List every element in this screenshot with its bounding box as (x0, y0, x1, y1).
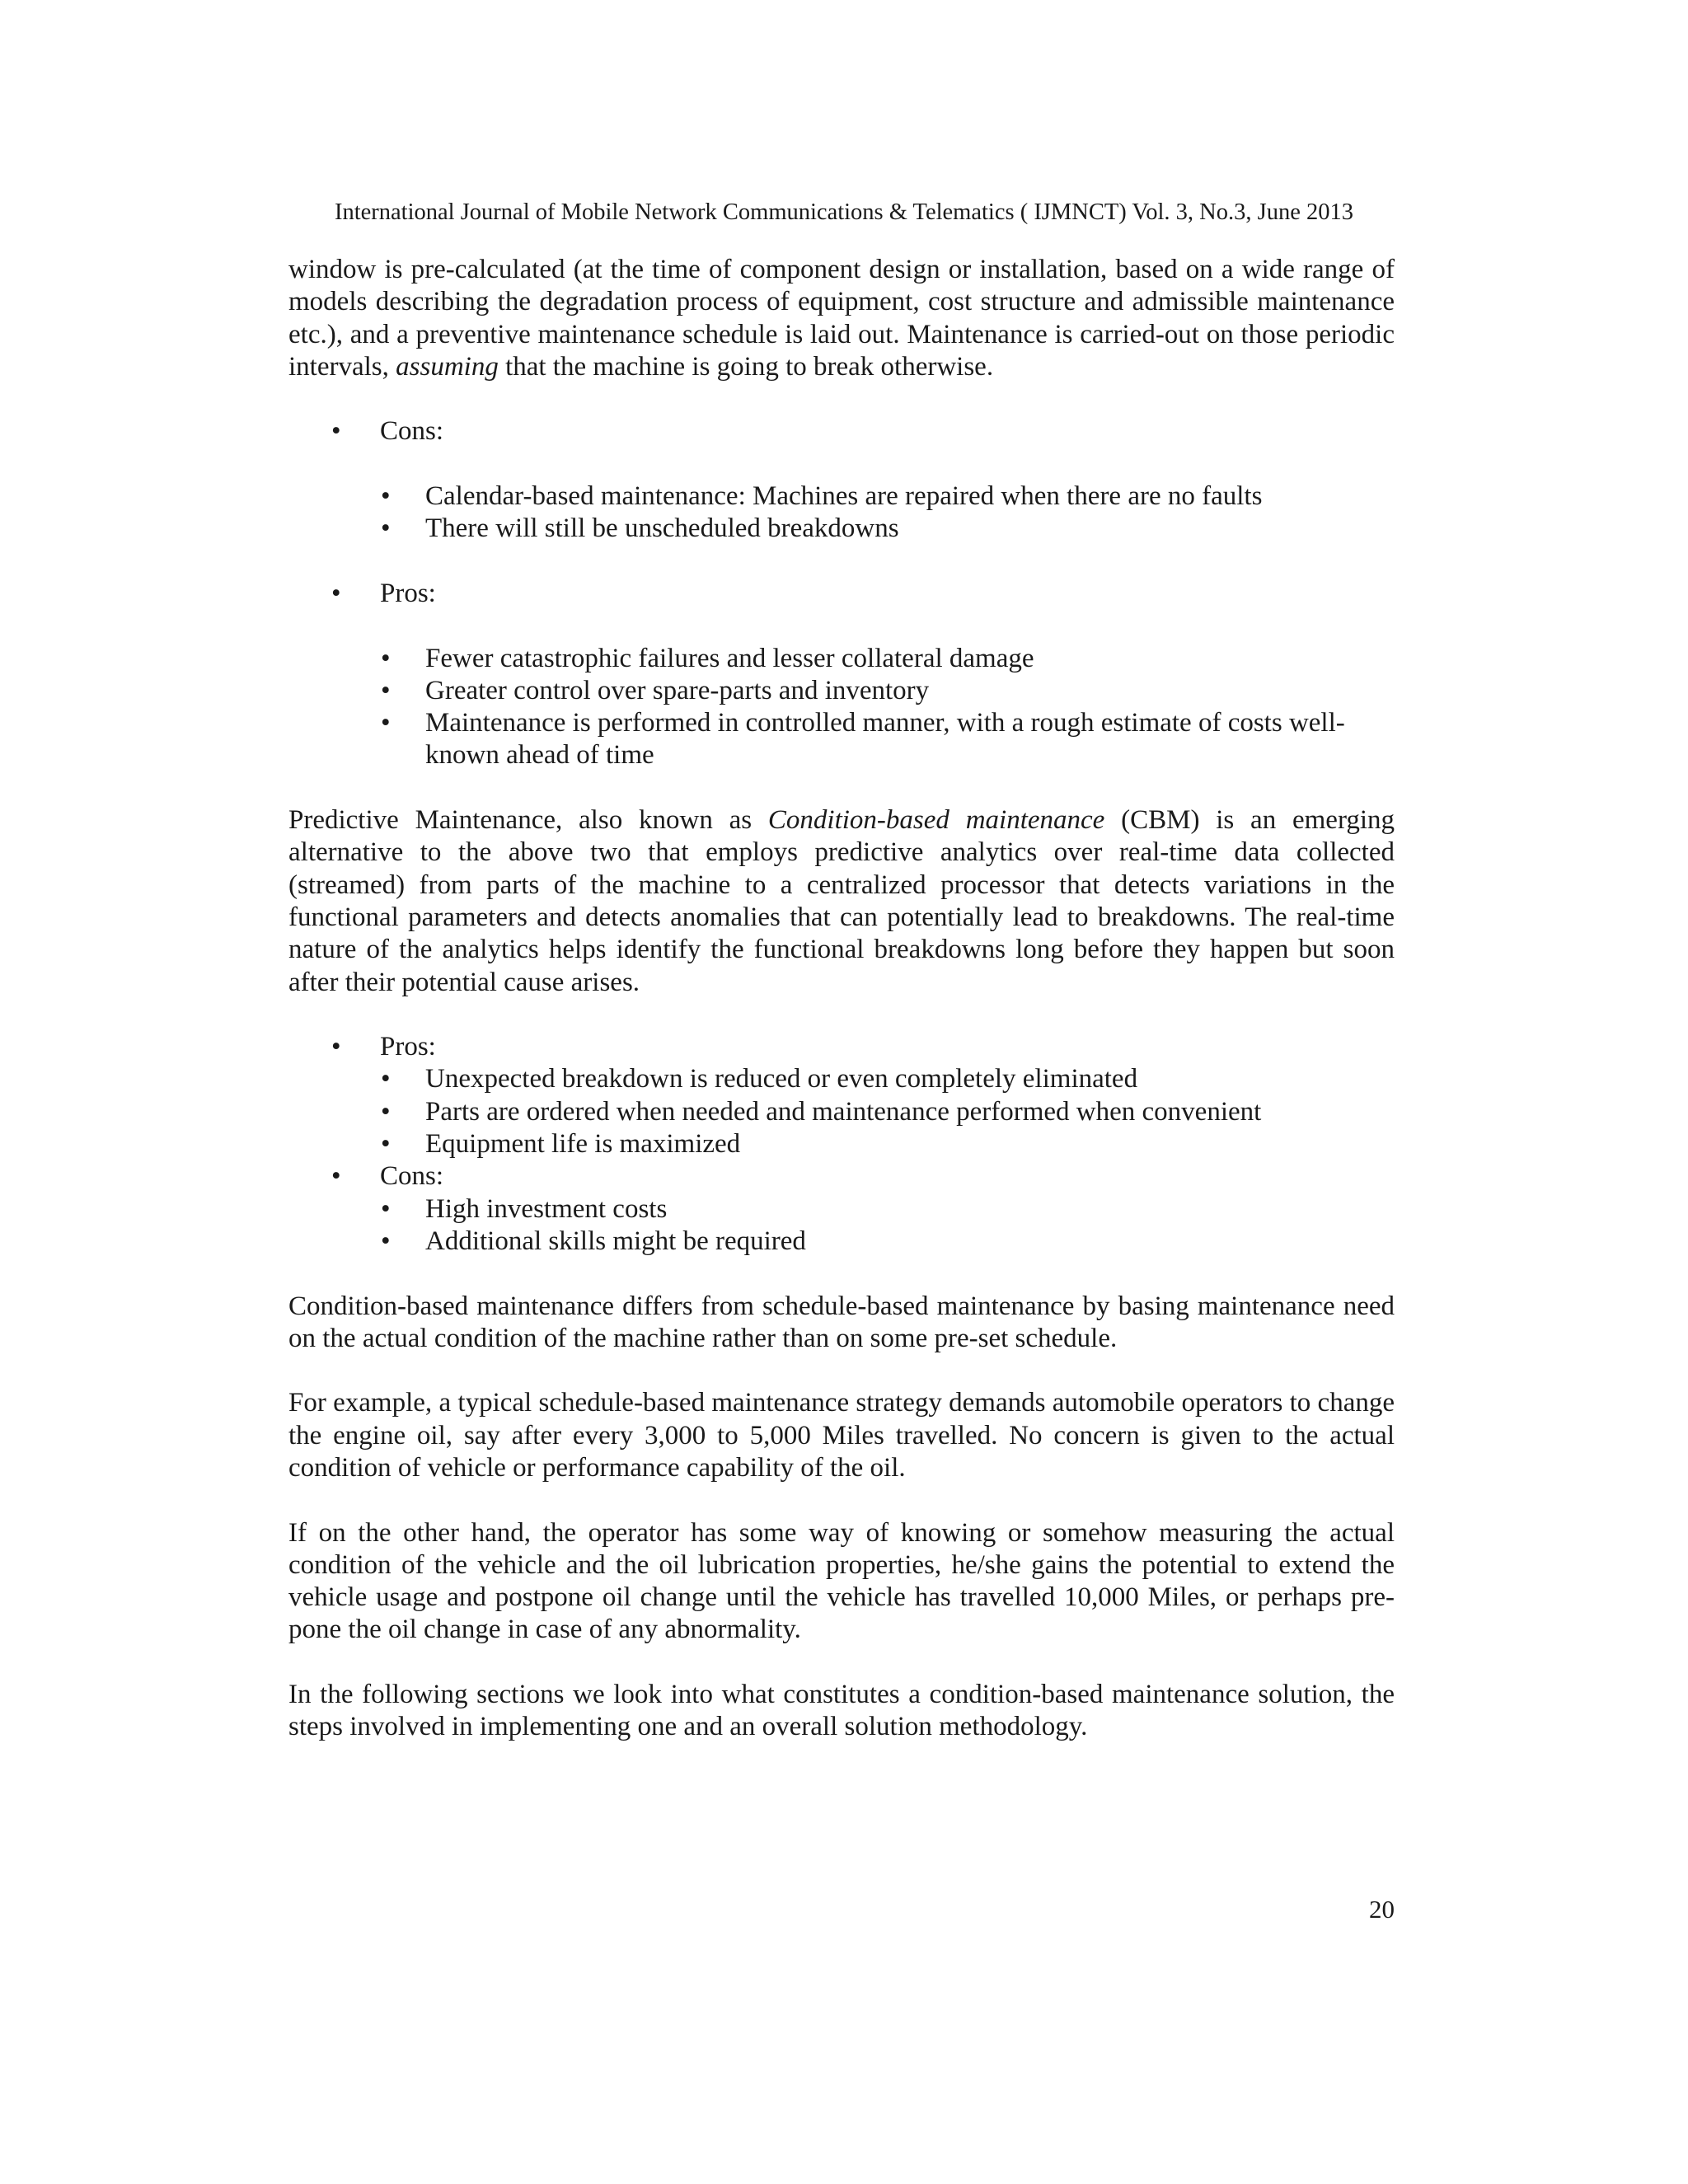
page-number: 20 (1369, 1895, 1395, 1924)
emphasis-text: Condition-based maintenance (767, 805, 1105, 836)
bullet: • (381, 643, 391, 673)
list-item: • Equipment life is maximized (288, 1128, 1395, 1160)
bullet: • (331, 1161, 341, 1192)
list-item-cons-label: • Cons: (288, 415, 1395, 448)
preventive-cons-list (288, 415, 1395, 448)
paragraph-preventive-maintenance (288, 254, 1395, 383)
list-item: • High investment costs (288, 1193, 1395, 1226)
bullet: • (381, 481, 391, 512)
bullet: • (381, 1064, 391, 1094)
paragraph-text: that the machine is going to break otherwise. (498, 351, 994, 382)
paragraph-text: (CBM) is an emerging alternative to the above two that employs predictive analytics over real-time data collected (streamed) from parts of the machine to a centralized processor that detects variations in the functional parameters and detects anomalies that can potentially lead to breakdowns. The real-time nature of the analytics helps identify the functional breakdowns long before they happen but soon after their potential cause arises. (288, 805, 1395, 997)
list-item-cons-label: • Cons: (288, 1160, 1395, 1193)
list-item: • Additional skills might be required (288, 1226, 1395, 1258)
list-item: • Parts are ordered when needed and maintenance performed when convenient (288, 1096, 1395, 1128)
list-item: • Greater control over spare-parts and inventory (288, 675, 1395, 707)
predictive-cons-items (288, 1193, 1395, 1258)
paragraph-text: window is pre-calculated (at the time of component design or installation, based on a wide range of models describing the degradation process of equipment, cost structure and admissible maintenance etc.), and a preventive maintenance schedule is laid out. Maintenance is carried-out on those periodic intervals, (288, 255, 1395, 382)
bullet: • (381, 675, 391, 705)
predictive-pros-items (288, 1063, 1395, 1160)
bullet: • (381, 708, 391, 738)
paragraph-condition-vs-schedule: Condition-based maintenance differs from schedule-based maintenance by basing maintenance need on the actual condition of the machine rather than on some pre-set schedule. (288, 1291, 1395, 1353)
predictive-cons-list (288, 1160, 1395, 1193)
bullet: • (381, 513, 391, 544)
paragraph-text: Predictive Maintenance, also known as (288, 805, 768, 836)
predictive-pros-list (288, 1031, 1395, 1063)
list-item: • Unexpected breakdown is reduced or even completely eliminated (288, 1063, 1395, 1095)
bullet: • (381, 1129, 391, 1160)
running-header: International Journal of Mobile Network Communications & Telematics ( IJMNCT) Vol. 3, No.3, June 2013 (334, 199, 1353, 225)
emphasis-text: assuming (396, 351, 499, 382)
preventive-pros-list (288, 578, 1395, 610)
list-item: • There will still be unscheduled breakdowns (288, 513, 1395, 545)
preventive-pros-items (288, 643, 1395, 772)
bullet: • (381, 1096, 391, 1127)
bullet: • (331, 1032, 341, 1062)
list-item: • Maintenance is performed in controlled manner, with a rough estimate of costs well-known ahead of time (381, 708, 1345, 771)
list-item-pros-label: • Pros: (288, 1031, 1395, 1063)
paragraph-example: For example, a typical schedule-based maintenance strategy demands automobile operators to change the engine oil, say after every 3,000 to 5,000 Miles travelled. No concern is given to the actual condition of vehicle or performance capability of the oil. (288, 1388, 1395, 1483)
paragraph-operator: If on the other hand, the operator has some way of knowing or somehow measuring the actual condition of the vehicle and the oil lubrication properties, he/she gains the potential to extend the vehicle usage and postpone oil change until the vehicle has travelled 10,000 Miles, or perhaps pre-pone the oil change in case of any abnormality. (288, 1517, 1395, 1645)
paragraph-following-sections: In the following sections we look into what constitutes a condition-based maintenance solution, the steps involved in implementing one and an overall solution methodology. (288, 1680, 1395, 1742)
bullet: • (331, 578, 341, 608)
list-item: • Calendar-based maintenance: Machines are repaired when there are no faults (288, 480, 1395, 513)
bullet: • (381, 1226, 391, 1256)
bullet: • (331, 416, 341, 447)
page-body (288, 254, 1395, 1744)
paragraph-predictive-maintenance (288, 804, 1395, 999)
list-item: • Fewer catastrophic failures and lesser collateral damage (288, 643, 1395, 675)
preventive-cons-items (288, 480, 1395, 546)
list-item-pros-label: • Pros: (288, 578, 1395, 610)
bullet: • (381, 1193, 391, 1224)
